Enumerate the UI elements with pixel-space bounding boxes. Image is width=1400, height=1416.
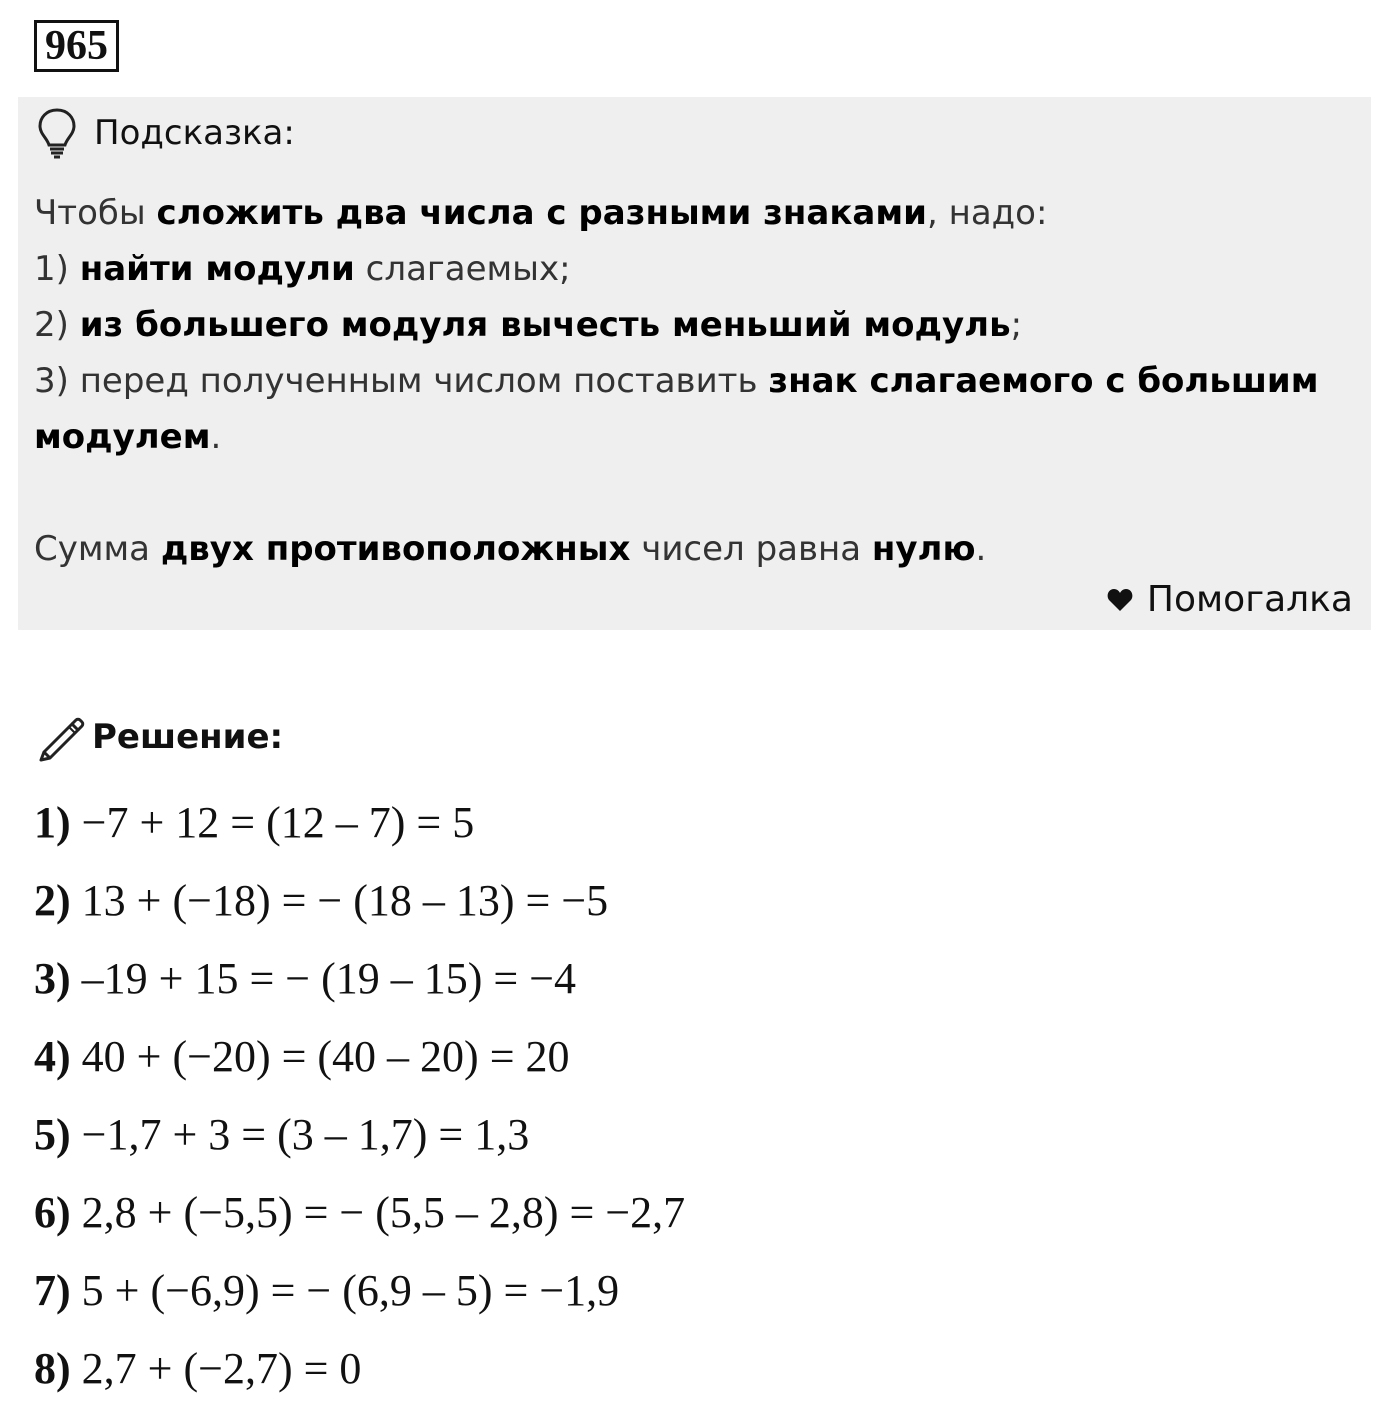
pencil-icon [36, 712, 86, 762]
hint-line-2: 1) найти модули слагаемых; [34, 249, 571, 289]
hint-box [18, 97, 1371, 630]
brand-name: Помогалка [1146, 579, 1353, 620]
lightbulb-icon [36, 107, 78, 159]
hint-body [34, 185, 1354, 577]
brand-label [1107, 579, 1353, 620]
hint-line-4: 3) перед полученным числом поставить знак слагаемого с большим модулем. [34, 361, 1319, 457]
hint-line-1: Чтобы сложить два числа с разными знаками, надо: [34, 193, 1048, 233]
heart-icon [1107, 588, 1133, 612]
solution-line-6: 6) 2,8 + (−5,5) = − (5,5 – 2,8) = −2,7 [34, 1188, 686, 1237]
solution-list [34, 792, 685, 1416]
solution-line-4: 4) 40 + (−20) = (40 – 20) = 20 [34, 1032, 570, 1081]
problem-number: 965 [34, 20, 119, 72]
hint-line-5: Сумма двух противоположных чисел равна нулю. [34, 529, 987, 569]
hint-title: Подсказка: [94, 113, 295, 153]
solution-line-3: 3) –19 + 15 = − (19 – 15) = −4 [34, 954, 577, 1003]
solution-line-1: 1) −7 + 12 = (12 – 7) = 5 [34, 798, 475, 847]
solution-title: Решение: [92, 717, 284, 757]
hint-line-3: 2) из большего модуля вычесть меньший модуль; [34, 305, 1023, 345]
solution-header [36, 712, 283, 762]
hint-header [36, 107, 295, 159]
solution-line-8: 8) 2,7 + (−2,7) = 0 [34, 1344, 362, 1393]
solution-line-2: 2) 13 + (−18) = − (18 – 13) = −5 [34, 876, 609, 925]
solution-line-7: 7) 5 + (−6,9) = − (6,9 – 5) = −1,9 [34, 1266, 620, 1315]
solution-line-5: 5) −1,7 + 3 = (3 – 1,7) = 1,3 [34, 1110, 530, 1159]
